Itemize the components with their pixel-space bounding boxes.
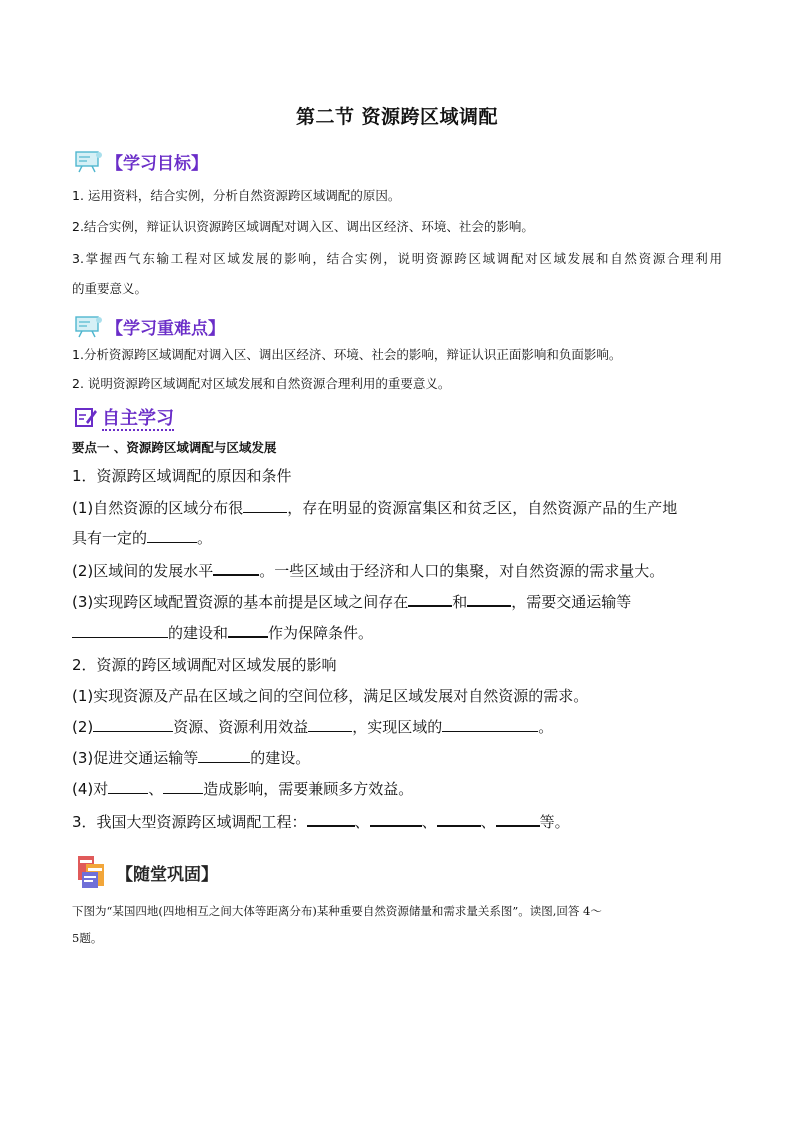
- practice-intro-2: 5题。: [72, 931, 103, 945]
- objectives-heading: [74, 146, 208, 176]
- self-study-heading-text: 自主学习: [102, 408, 174, 429]
- q2-2-line: (2) 资源、资源利用效益 ，实现区域的 。: [72, 718, 554, 736]
- blank[interactable]: [496, 811, 540, 827]
- blank[interactable]: [213, 560, 259, 576]
- key-point-item-2: 2. 说明资源跨区域调配对区域发展和自然资源合理利用的重要意义。: [72, 376, 451, 391]
- q1-2-line: (2)区域间的发展水平 。一些区域由于经济和人口的集聚，对自然资源的需求量大。: [72, 562, 665, 580]
- blank[interactable]: [243, 498, 287, 513]
- books-icon: [74, 852, 110, 892]
- blank[interactable]: [163, 779, 203, 794]
- presentation-board-icon: [74, 149, 104, 173]
- self-study-heading: [74, 404, 174, 430]
- q1-3-cont: 的建设和 作为保障条件。: [72, 622, 732, 643]
- key-point-item-1: 1.分析资源跨区域调配对调入区、调出区经济、环境、社会的影响，辩证认识正面影响和负面影响。: [72, 347, 622, 362]
- objectives-heading-text: 【学习目标】: [106, 153, 208, 174]
- blank[interactable]: [198, 748, 250, 763]
- blank[interactable]: [442, 717, 538, 732]
- practice-heading: [74, 850, 218, 894]
- q2-4-line: (4)对 、 造成影响，需要兼顾多方效益。: [72, 780, 414, 798]
- presentation-board-icon: [74, 314, 104, 338]
- objective-item-2: 2.结合实例，辩证认识资源跨区域调配对调入区、调出区经济、环境、社会的影响。: [72, 219, 534, 234]
- point-one-title: 要点一 、资源跨区域调配与区域发展: [72, 440, 277, 455]
- q1-1-cont: 具有一定的 。: [72, 529, 213, 547]
- q2-title: 2．资源的跨区域调配对区域发展的影响: [72, 656, 337, 674]
- blank[interactable]: [467, 591, 511, 607]
- practice-intro-1: 下图为“某国四地(四地相互之间大体等距离分布)某种重要自然资源储量和需求量关系图”。读图,回答 4～: [72, 904, 602, 918]
- blank[interactable]: [408, 591, 452, 607]
- objective-item-3-cont: 的重要意义。: [72, 281, 148, 296]
- q1-3-line: (3)实现跨区域配置资源的基本前提是区域之间存在 和 ，需要交通运输等: [72, 593, 632, 611]
- blank[interactable]: [93, 717, 173, 732]
- blank[interactable]: [108, 779, 148, 794]
- objective-item-1: 1. 运用资料，结合实例，分析自然资源跨区域调配的原因。: [72, 188, 401, 203]
- blank[interactable]: [308, 717, 352, 732]
- key-points-heading-text: 【学习重难点】: [106, 318, 225, 339]
- blank[interactable]: [437, 811, 481, 827]
- key-points-heading: [74, 311, 225, 341]
- pencil-note-icon: [74, 406, 98, 428]
- blank[interactable]: [72, 623, 168, 638]
- q1-title: 1．资源跨区域调配的原因和条件: [72, 467, 292, 485]
- objective-item-3: 3.掌握西气东输工程对区域发展的影响，结合实例，说明资源跨区域调配对区域发展和自然资源合理利用: [72, 251, 722, 266]
- page-title: 第二节 资源跨区域调配: [295, 106, 499, 128]
- blank[interactable]: [228, 622, 268, 638]
- q2-3-line: (3)促进交通运输等 的建设。: [72, 749, 311, 767]
- practice-heading-text: 【随堂巩固】: [116, 864, 218, 885]
- blank[interactable]: [307, 811, 355, 827]
- blank[interactable]: [370, 811, 422, 827]
- q2-1-line: (1)实现资源及产品在区域之间的空间位移，满足区域发展对自然资源的需求。: [72, 687, 589, 705]
- q3-line: 3．我国大型资源跨区域调配工程： 、 、 、 等。: [72, 813, 570, 831]
- blank[interactable]: [147, 528, 197, 543]
- q1-1-line: (1)自然资源的区域分布很 ，存在明显的资源富集区和贫乏区，自然资源产品的生产地: [72, 499, 678, 517]
